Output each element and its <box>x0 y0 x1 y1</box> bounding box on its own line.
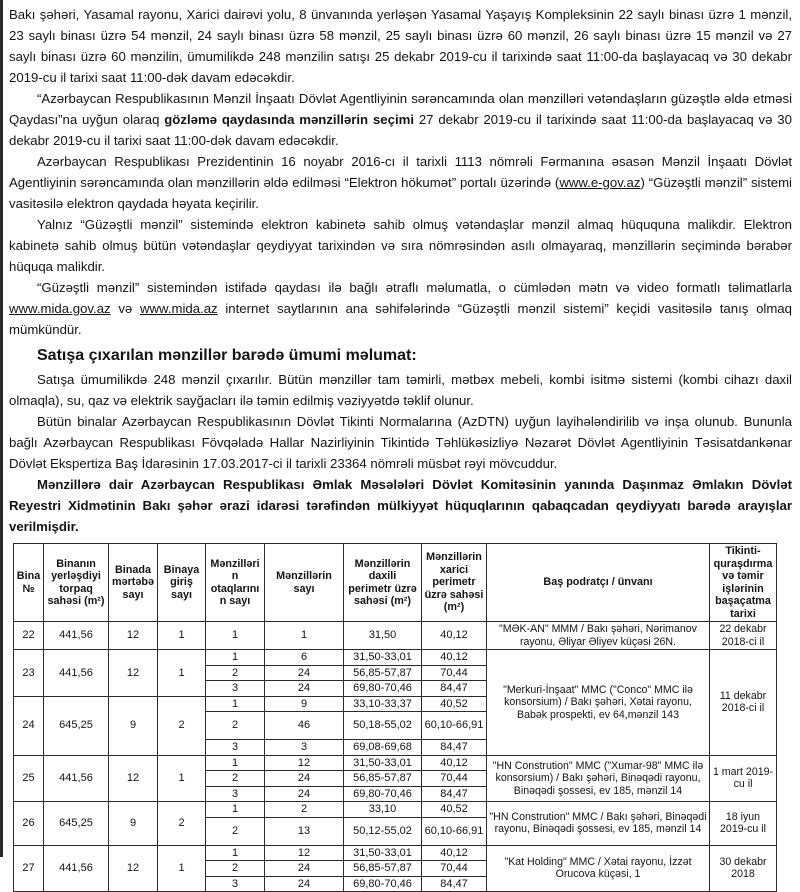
bold-waitlist-phrase: gözləmə qaydasında mənzillərin seçimi <box>164 112 414 127</box>
land-area: 441,56 <box>44 650 109 697</box>
paragraph-text: “Güzəştli mənzil” sistemindən istifadə qaydası ilə bağlı ətraflı məlumatla, o cümlədən mətn və video formatlı təlimatlarla <box>37 280 792 295</box>
paragraph-apartment-condition <box>9 369 792 411</box>
link-e-gov-az[interactable]: www.e-gov.az <box>559 175 641 190</box>
contractor-address: "HN Constrution" MMC ("Xumar-98" MMC ilə konsorsium) / Bakı şəhəri, Binəqədi rayonu, Binəqədi şossesi, ev 185, mənzil 14 <box>487 755 710 802</box>
unit-count: 13 <box>265 817 344 845</box>
unit-outer-area: 40,12 <box>422 845 487 861</box>
paragraph-text: 27 dekabr 2019-cu il tarixində saat 11:00-da başlayacaq və 30 dekabr 2019-cu il tarixi saat 11:00-dək davam edəcəkdir. <box>9 112 792 148</box>
col-header-building-no: Bina № <box>14 544 44 622</box>
unit-rooms: 2 <box>206 861 265 877</box>
completion-date: 30 dekabr 2018 <box>710 845 777 892</box>
unit-rooms: 3 <box>206 740 265 756</box>
unit-inner-area: 56,85-57,87 <box>344 861 422 877</box>
col-header-inner-area: Mənzillərin daxili perimetr üzrə sahəsi (m²) <box>344 544 422 622</box>
unit-rooms: 2 <box>206 665 265 681</box>
completion-date: 18 iyun 2019-cu il <box>710 802 777 846</box>
entrances-count: 1 <box>158 845 206 892</box>
paragraph-text: Bakı şəhəri, Yasamal rayonu, Xarici dairəvi yolu, 8 ünvanında yerləşən Yasamal Yaşayış Kompleksinin 22 saylı binası üzrə 1 mənzil, 23 saylı binası üzrə 54 mənzil, 24 saylı binası üzrə 58 mənzil, 25 saylı binası üzrə 60 mənzil, 26 saylı binası üzrə 15 mənzil və 27 saylı binası üzrə 60 mənzilin, ümumilikdə 248 mənzilin satışı 25 dekabr 2019-cu il tarixində saat 11:00-da başlayacaq və 30 dekabr 2019-cu il tarixi saat 11:00-dək davam edəcəkdir. <box>9 7 792 85</box>
unit-rooms: 1 <box>206 650 265 666</box>
paragraph-building-norms <box>9 411 792 474</box>
unit-inner-area: 31,50-33,01 <box>344 755 422 771</box>
unit-inner-area: 50,12-55,02 <box>344 817 422 845</box>
unit-count: 46 <box>265 712 344 740</box>
section-heading: Satışa çıxarılan mənzillər barədə ümumi məlumat: <box>37 347 417 364</box>
unit-count: 24 <box>265 681 344 697</box>
unit-outer-area: 84,47 <box>422 786 487 802</box>
unit-count: 24 <box>265 771 344 787</box>
paragraph-info-links <box>9 277 792 340</box>
unit-count: 24 <box>265 861 344 877</box>
unit-rooms: 2 <box>206 817 265 845</box>
unit-outer-area: 84,47 <box>422 876 487 892</box>
unit-inner-area: 69,80-70,46 <box>344 681 422 697</box>
unit-rooms: 3 <box>206 876 265 892</box>
unit-inner-area: 56,85-57,87 <box>344 665 422 681</box>
unit-inner-area: 31,50 <box>344 622 422 650</box>
completion-date: 11 dekabr 2018-ci il <box>710 650 777 756</box>
col-header-contractor: Baş podratçı / ünvanı <box>487 544 710 622</box>
table-row <box>14 650 777 666</box>
entrances-count: 2 <box>158 696 206 755</box>
paragraph-text: “Azərbaycan Respublikasının Mənzil İnşaatı Dövlət Agentliyinin sərəncamında olan mənzilləri vətəndaşların güzəştlə əldə etməsi Qaydası”na uyğun olaraq <box>9 91 792 127</box>
col-header-rooms: Mənzillərin otaqlarının sayı <box>206 544 265 622</box>
unit-count: 9 <box>265 696 344 712</box>
contractor-address: "Merkuri-İnşaat" MMC ("Conco" MMC ilə konsorsium) / Bakı şəhəri, Xətai rayonu, Babək prospekti, ev 64,mənzil 143 <box>487 650 710 756</box>
unit-count: 1 <box>265 622 344 650</box>
building-no: 22 <box>14 622 44 650</box>
contractor-address: "HN Constrution" MMC / Bakı şəhəri, Binəqədi rayonu, Binəqədi şossesi, ev 185, mənzil 14 <box>487 802 710 846</box>
land-area: 441,56 <box>44 622 109 650</box>
building-no: 27 <box>14 845 44 892</box>
unit-count: 24 <box>265 876 344 892</box>
unit-outer-area: 70,44 <box>422 665 487 681</box>
unit-outer-area: 70,44 <box>422 771 487 787</box>
unit-count: 2 <box>265 802 344 818</box>
col-header-outer-area: Mənzillərin xarici perimetr üzrə sahəsi (m²) <box>422 544 487 622</box>
col-header-completion-date: Tikinti-quraşdırma və təmir işlərinin başaçatma tarixi <box>710 544 777 622</box>
document-body <box>9 4 792 537</box>
unit-inner-area: 33,10-33,37 <box>344 696 422 712</box>
unit-outer-area: 40,52 <box>422 802 487 818</box>
paragraph-text: Satışa ümumilikdə 248 mənzil çıxarılır. Bütün mənzillər tam təmirli, mətbəx mebeli, kombi isitmə sistemi (kombi cihazı daxil olmaqla), su, qaz və elektrik sayğacları ilə təmin edilmiş vəziyyətdə təklif olunur. <box>9 372 792 408</box>
entrances-count: 1 <box>158 650 206 697</box>
land-area: 645,25 <box>44 696 109 755</box>
unit-outer-area: 60,10-66,91 <box>422 817 487 845</box>
paragraph-text: ) “Güzəştli mənzil” sistemi vasitəsilə elektron qaydada həyata keçirilir. <box>9 175 792 211</box>
unit-outer-area: 40,12 <box>422 650 487 666</box>
floors-count: 12 <box>109 650 158 697</box>
entrances-count: 1 <box>158 622 206 650</box>
unit-inner-area: 50,18-55,02 <box>344 712 422 740</box>
paragraph-text: və <box>110 301 140 316</box>
unit-outer-area: 84,47 <box>422 681 487 697</box>
unit-count: 6 <box>265 650 344 666</box>
floors-count: 12 <box>109 755 158 802</box>
paragraph-text: Bütün binalar Azərbaycan Respublikasının Dövlət Tikinti Normalarına (AzDTN) uyğun layihələndirilib və inşa olunub. Bununla bağlı Azərbaycan Respublikası Fövqəladə Hallar Nazirliyinin Tikintidə Təhlükəsizliyə Nəzarət Dövlət Agentliyinin Təsisatdankənar Dövlət Ekspertiza Baş İdarəsinin 17.03.2017-ci il tarixli 23364 nömrəli müsbət rəyi mövcuddur. <box>9 414 792 471</box>
land-area: 441,56 <box>44 755 109 802</box>
unit-outer-area: 40,12 <box>422 755 487 771</box>
floors-count: 12 <box>109 845 158 892</box>
unit-inner-area: 31,50-33,01 <box>344 650 422 666</box>
unit-rooms: 1 <box>206 696 265 712</box>
unit-outer-area: 60,10-66,91 <box>422 712 487 740</box>
unit-rooms: 1 <box>206 802 265 818</box>
floors-count: 9 <box>109 802 158 846</box>
paragraph-text: Azərbaycan Respublikası Prezidentinin 16 noyabr 2016-cı il tarixli 1113 nömrəli Fərmanına əsasən Mənzil İnşaatı Dövlət Agentliyinin sərəncamında olan mənzillərin əldə edilməsi “Elektron hökumət” portalı üzərində ( <box>9 154 792 190</box>
paragraph-waitlist-selection <box>9 88 792 151</box>
col-header-apartment-count: Mənzillərin sayı <box>265 544 344 622</box>
contractor-address: "Kat Holding" MMC / Xətai rayonu, İzzət Orucova küçəsi, 1 <box>487 845 710 892</box>
unit-inner-area: 69,80-70,46 <box>344 876 422 892</box>
col-header-floors: Binada mərtəbə sayı <box>109 544 158 622</box>
paragraph-cabinet-rights <box>9 214 792 277</box>
unit-rooms: 2 <box>206 712 265 740</box>
apartments-table <box>13 543 777 892</box>
unit-outer-area: 40,52 <box>422 696 487 712</box>
completion-date: 1 mart 2019-cu il <box>710 755 777 802</box>
completion-date: 22 dekabr 2018-ci il <box>710 622 777 650</box>
paragraph-text: internet saytlarının ana səhifələrində “Güzəştli mənzil sistemi” keçidi vasitəsilə tanış olmaq mümkündür. <box>9 301 792 337</box>
unit-rooms: 1 <box>206 845 265 861</box>
unit-inner-area: 33,10 <box>344 802 422 818</box>
entrances-count: 1 <box>158 755 206 802</box>
unit-rooms: 3 <box>206 681 265 697</box>
table-row <box>14 755 777 771</box>
unit-outer-area: 40,12 <box>422 622 487 650</box>
paragraph-text: Yalnız “Güzəştli mənzil” sistemində elektron kabinetə sahib olmuş vətəndaşlar mənzil almaq hüququna malikdir. Elektron kabinetə sahib olmuş bütün vətəndaşlar qeydiyyat tarixindən və sıra nömrəsindən asılı olmayaraq, mənzillərin seçimində bərabər hüquqa malikdir. <box>9 217 792 274</box>
unit-inner-area: 31,50-33,01 <box>344 845 422 861</box>
building-no: 25 <box>14 755 44 802</box>
col-header-entrances: Binaya giriş sayı <box>158 544 206 622</box>
building-no: 24 <box>14 696 44 755</box>
unit-inner-area: 69,80-70,46 <box>344 786 422 802</box>
land-area: 441,56 <box>44 845 109 892</box>
bold-registry-text: Mənzillərə dair Azərbaycan Respublikası Əmlak Məsələləri Dövlət Komitəsinin yanında Daşınmaz Əmlakın Dövlət Reyestri Xidmətinin Bakı şəhər ərazi idarəsi tərəfindən mülkiyyət hüquqlarının qabaqcadan qeydiyyatı barədə arayışlar verilmişdir. <box>9 477 792 534</box>
table-header-row <box>14 544 777 622</box>
unit-outer-area: 70,44 <box>422 861 487 877</box>
table-row <box>14 845 777 861</box>
unit-count: 24 <box>265 665 344 681</box>
unit-inner-area: 56,85-57,87 <box>344 771 422 787</box>
unit-count: 12 <box>265 755 344 771</box>
paragraph-sale-schedule <box>9 4 792 88</box>
unit-count: 12 <box>265 845 344 861</box>
col-header-land-area: Binanın yerləşdiyi torpaq sahəsi (m²) <box>44 544 109 622</box>
link-mida-gov-az[interactable]: www.mida.gov.az <box>9 301 111 316</box>
unit-count: 24 <box>265 786 344 802</box>
link-mida-az[interactable]: www.mida.az <box>139 301 218 316</box>
paragraph-registry-note <box>9 474 792 537</box>
unit-rooms: 3 <box>206 786 265 802</box>
building-no: 26 <box>14 802 44 846</box>
unit-count: 3 <box>265 740 344 756</box>
table-row <box>14 622 777 650</box>
land-area: 645,25 <box>44 802 109 846</box>
contractor-address: "MƏK-AN" MMM / Bakı şəhəri, Nərimanov rayonu, Əliyar Əliyev küçəsi 26N. <box>487 622 710 650</box>
entrances-count: 2 <box>158 802 206 846</box>
unit-rooms: 1 <box>206 755 265 771</box>
unit-rooms: 1 <box>206 622 265 650</box>
building-no: 23 <box>14 650 44 697</box>
unit-rooms: 2 <box>206 771 265 787</box>
unit-inner-area: 69,08-69,68 <box>344 740 422 756</box>
unit-outer-area: 84,47 <box>422 740 487 756</box>
table-row <box>14 802 777 818</box>
floors-count: 12 <box>109 622 158 650</box>
paragraph-egov-system <box>9 151 792 214</box>
floors-count: 9 <box>109 696 158 755</box>
